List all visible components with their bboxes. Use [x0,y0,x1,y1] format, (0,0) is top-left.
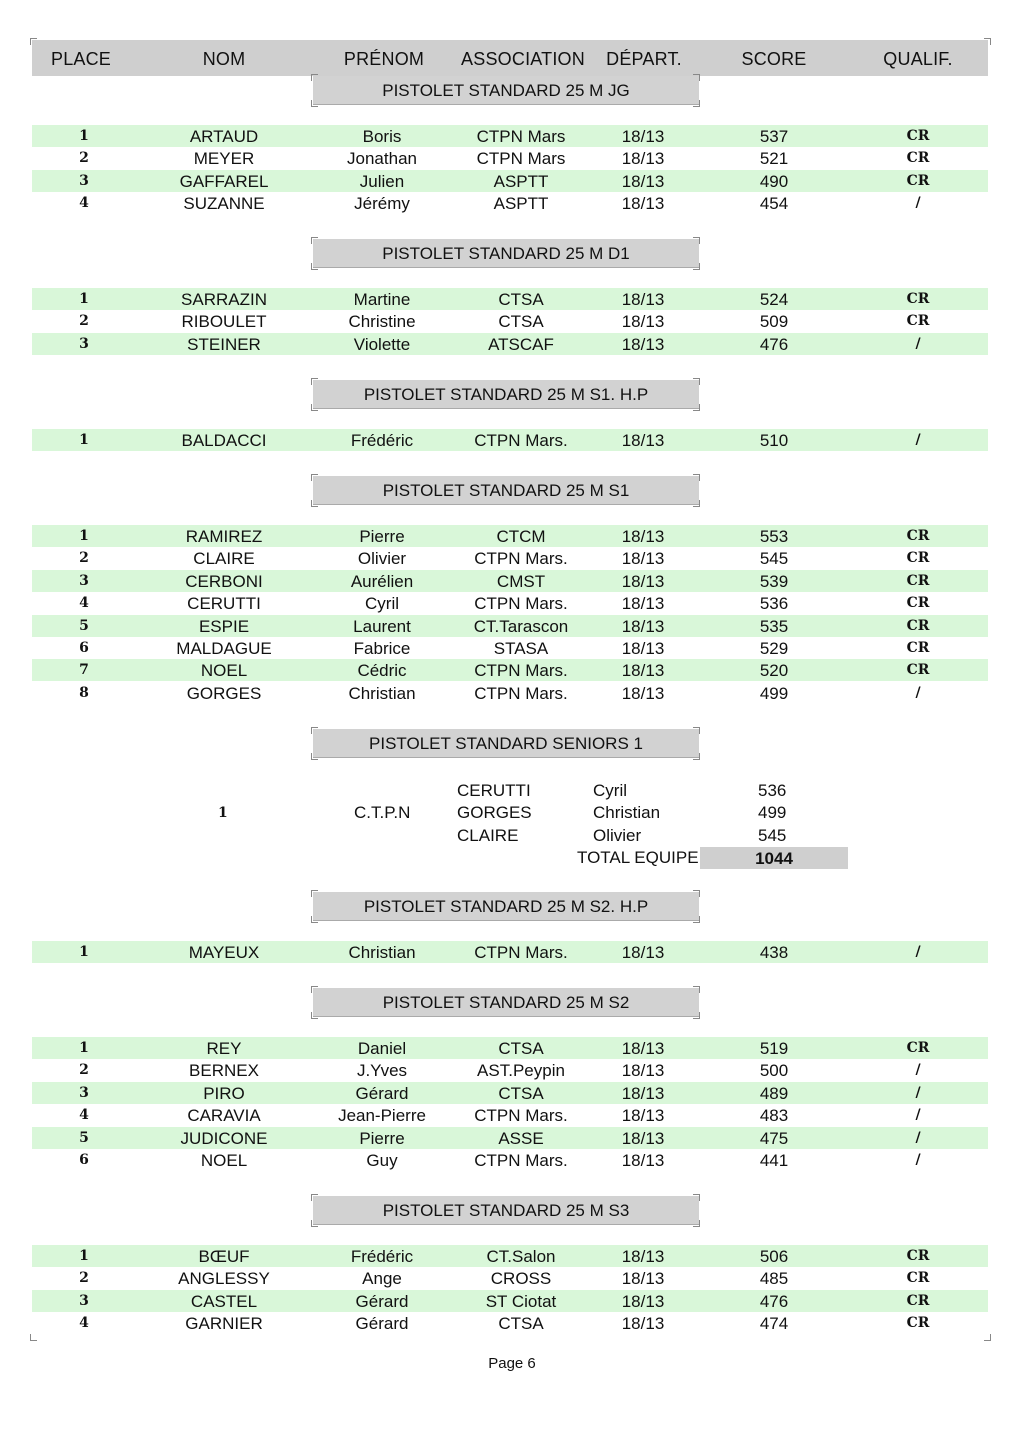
cell-qualif: / [915,684,921,701]
crop-mark [693,404,700,411]
crop-mark [311,474,318,481]
cell-prenom: J.Yves [356,1061,408,1081]
table-row [32,1082,988,1104]
cell-prenom: Pierre [359,527,405,546]
table-row [32,170,988,192]
cell-qualif: CR [906,128,930,144]
cell-association: CTPN Mars. [474,683,568,703]
cell-qualif: CR [906,1315,930,1332]
cell-prenom: Gérard [355,1291,409,1311]
crop-mark [693,1220,700,1227]
cell-nom: CERUTTI [187,594,261,614]
cell-score: 536 [759,594,789,614]
cell-association: CTSA [498,1083,544,1103]
table-row [32,941,988,963]
cell-qualif: / [915,1084,921,1101]
cell-depart: 18/13 [621,571,665,591]
section-title: PISTOLET STANDARD 25 M JG [313,76,699,105]
cell-score: 553 [759,527,789,546]
cell-depart: 18/13 [621,312,665,332]
cell-nom: GAFFAREL [179,171,269,191]
cell-nom: BŒUF [198,1247,250,1266]
cell-score: 454 [759,194,789,214]
team-member-prenom: Cyril [593,781,627,800]
cell-prenom: Violette [353,334,411,354]
team-total-label: TOTAL EQUIPE [577,848,699,867]
cell-place: 1 [79,944,89,960]
cell-place: 1 [79,528,89,544]
cell-association: CTSA [498,1039,544,1058]
cell-qualif: CR [906,528,930,544]
cell-association: CT.Tarascon [473,616,569,636]
team-club: C.T.P.N [354,803,411,822]
crop-mark [693,890,700,897]
cell-place: 1 [79,128,89,144]
cell-association: CTSA [498,312,544,332]
crop-mark [311,1012,318,1019]
cell-place: 1 [79,1040,89,1056]
cell-depart: 18/13 [621,171,665,191]
table-row [32,429,988,451]
cell-depart: 18/13 [621,127,665,146]
cell-association: CTPN Mars. [474,1151,568,1170]
cell-place: 4 [79,1315,89,1332]
crop-mark [693,1194,700,1201]
section-title: PISTOLET STANDARD 25 M S2 [313,988,699,1017]
cell-depart: 18/13 [621,639,665,658]
section-title: PISTOLET STANDARD SENIORS 1 [313,729,699,758]
team-member-prenom: Christian [593,803,661,823]
cell-nom: MALDAGUE [176,639,272,658]
cell-nom: GORGES [186,683,262,703]
cell-place: 2 [79,150,89,167]
cell-association: CTPN Mars. [474,1106,568,1126]
cell-place: 2 [79,1062,89,1079]
table-row [32,1312,988,1334]
cell-nom: CERBONI [185,571,263,591]
section-title: PISTOLET STANDARD 25 M S3 [313,1196,699,1225]
team-member-score: 499 [758,803,787,823]
section-title: PISTOLET STANDARD 25 M S2. H.P [313,892,699,921]
crop-mark [311,890,318,897]
cell-depart: 18/13 [621,1039,665,1058]
cell-depart: 18/13 [621,1106,665,1126]
team-member-prenom: Olivier [593,825,642,845]
cell-qualif: / [915,335,921,352]
cell-association: CTPN Mars [476,127,566,146]
cell-prenom: Guy [366,1151,398,1170]
cell-depart: 18/13 [621,1314,665,1334]
table-row [32,592,988,614]
cell-score: 539 [759,571,789,591]
table-row [32,333,988,355]
team-member-nom: GORGES [457,803,532,823]
header-prenom: PRÉNOM [343,49,425,69]
cell-nom: RAMIREZ [185,527,263,546]
header-place: PLACE [50,49,112,69]
cell-score: 483 [759,1106,789,1126]
cell-depart: 18/13 [621,1247,665,1266]
cell-nom: CLAIRE [193,549,255,569]
crop-mark [311,500,318,507]
section-title: PISTOLET STANDARD 25 M S1 [313,476,699,505]
cell-association: CTCM [496,527,546,546]
cell-qualif: CR [906,617,930,634]
cell-score: 475 [759,1128,789,1148]
cell-association: CTPN Mars. [474,594,568,614]
crop-mark [311,986,318,993]
cell-prenom: Aurélien [350,571,414,591]
cell-depart: 18/13 [621,616,665,636]
cell-prenom: Cyril [365,594,399,614]
cell-prenom: Frédéric [350,431,414,450]
cell-depart: 18/13 [621,661,665,681]
cell-association: CTPN Mars. [474,661,568,681]
cell-prenom: Jérémy [354,194,410,214]
crop-mark [693,500,700,507]
cell-depart: 18/13 [621,527,665,546]
cell-prenom: Jean-Pierre [338,1106,426,1126]
cell-nom: SARRAZIN [181,290,267,309]
crop-mark [984,1334,991,1341]
crop-mark [984,38,991,45]
cell-nom: CASTEL [190,1291,258,1311]
crop-mark [311,727,318,734]
cell-depart: 18/13 [621,1128,665,1148]
cell-prenom: Boris [362,127,402,146]
cell-place: 3 [79,572,89,589]
header-association: ASSOCIATION [461,49,585,69]
cell-association: ASSE [498,1128,544,1148]
cell-score: 524 [759,290,789,309]
cell-prenom: Pierre [359,1128,405,1148]
cell-nom: PIRO [203,1083,245,1103]
cell-depart: 18/13 [621,683,665,703]
table-row [32,147,988,169]
cell-association: CTSA [498,290,544,309]
cell-qualif: / [915,944,921,960]
crop-mark [311,404,318,411]
cell-place: 3 [79,1084,89,1101]
cell-qualif: / [915,195,921,212]
cell-score: 474 [759,1314,789,1334]
cell-place: 2 [79,1270,89,1287]
section-title: PISTOLET STANDARD 25 M D1 [313,239,699,268]
cell-prenom: Olivier [357,549,407,569]
table-header [32,40,988,76]
cell-score: 529 [759,639,789,658]
cell-prenom: Gérard [355,1083,409,1103]
cell-prenom: Daniel [357,1039,407,1058]
cell-place: 4 [79,595,89,612]
cell-association: CTPN Mars. [474,943,568,962]
table-row [32,288,988,310]
table-row [32,310,988,332]
cell-nom: RIBOULET [181,312,267,332]
crop-mark [693,74,700,81]
cell-nom: NOEL [200,661,248,681]
table-row [32,1127,988,1149]
cell-score: 510 [759,431,789,450]
table-row [32,525,988,547]
cell-depart: 18/13 [621,290,665,309]
cell-prenom: Ange [362,1269,402,1289]
header-score: SCORE [741,49,807,69]
cell-nom: JUDICONE [180,1128,268,1148]
cell-association: CTPN Mars. [474,431,568,450]
cell-place: 2 [79,550,89,567]
cell-nom: REY [206,1039,242,1058]
cell-place: 2 [79,313,89,330]
crop-mark [311,916,318,923]
cell-place: 1 [79,291,89,307]
cell-depart: 18/13 [621,334,665,354]
cell-nom: ARTAUD [189,127,259,146]
crop-mark [693,753,700,760]
page-number: Page 6 [488,1355,536,1372]
cell-nom: BERNEX [189,1061,259,1081]
cell-prenom: Laurent [353,616,411,636]
cell-qualif: CR [906,595,930,612]
cell-prenom: Frédéric [350,1247,414,1266]
crop-mark [693,263,700,270]
cell-score: 545 [759,549,789,569]
cell-nom: BALDACCI [181,431,267,450]
cell-nom: STEINER [187,334,261,354]
crop-mark [311,100,318,107]
table-row [32,1267,988,1289]
cell-association: CTSA [498,1314,544,1334]
cell-qualif: CR [906,572,930,589]
cell-qualif: CR [906,150,930,167]
team-total-value: 1044 [700,847,848,869]
crop-mark [693,916,700,923]
cell-qualif: CR [906,662,930,679]
table-row [32,1104,988,1126]
cell-score: 476 [759,1291,789,1311]
cell-score: 521 [759,149,789,169]
cell-nom: NOEL [200,1151,248,1170]
crop-mark [30,1334,37,1341]
cell-depart: 18/13 [621,1151,665,1170]
cell-score: 476 [759,334,789,354]
cell-qualif: / [915,1107,921,1124]
cell-association: CT.Salon [486,1247,556,1266]
cell-depart: 18/13 [621,943,665,962]
cell-score: 506 [759,1247,789,1266]
cell-association: ASPTT [493,194,549,214]
table-row [32,637,988,659]
cell-depart: 18/13 [621,431,665,450]
cell-score: 441 [759,1151,789,1170]
cell-place: 6 [79,1152,89,1168]
cell-qualif: / [915,1062,921,1079]
table-row [32,682,988,704]
cell-score: 519 [759,1039,789,1058]
cell-depart: 18/13 [621,1269,665,1289]
cell-place: 3 [79,172,89,189]
crop-mark [693,986,700,993]
cell-place: 3 [79,335,89,352]
cell-prenom: Christine [348,312,416,332]
cell-prenom: Cédric [357,661,407,681]
table-row [32,1290,988,1312]
team-member-score: 545 [758,825,787,845]
cell-qualif: CR [906,313,930,330]
cell-qualif: / [915,1129,921,1146]
table-row [32,1059,988,1081]
table-row [32,125,988,147]
crop-mark [311,237,318,244]
cell-prenom: Martine [353,290,411,309]
crop-mark [30,38,37,45]
cell-qualif: CR [906,1292,930,1309]
cell-place: 5 [79,617,89,634]
crop-mark [311,1220,318,1227]
table-row [32,1245,988,1267]
cell-association: ATSCAF [488,334,554,354]
cell-qualif: CR [906,172,930,189]
cell-score: 500 [759,1061,789,1081]
cell-qualif: CR [906,291,930,307]
cell-place: 3 [79,1292,89,1309]
crop-mark [693,237,700,244]
cell-score: 509 [759,312,789,332]
cell-score: 438 [759,943,789,962]
table-row [32,192,988,214]
cell-association: CMST [496,571,546,591]
cell-association: CTPN Mars. [474,549,568,569]
cell-qualif: CR [906,640,930,656]
cell-qualif: / [915,1152,921,1168]
cell-place: 4 [79,1107,89,1124]
crop-mark [311,753,318,760]
cell-prenom: Christian [348,943,416,962]
cell-place: 8 [79,684,89,701]
cell-score: 485 [759,1269,789,1289]
table-row [32,1037,988,1059]
cell-qualif: CR [906,1040,930,1056]
team-member-nom: CLAIRE [457,825,519,845]
table-row [32,659,988,681]
cell-association: ST Ciotat [485,1291,557,1311]
crop-mark [311,1194,318,1201]
cell-place: 6 [79,640,89,656]
cell-score: 520 [759,661,789,681]
section-title: PISTOLET STANDARD 25 M S1. H.P [313,380,699,409]
crop-mark [693,474,700,481]
cell-depart: 18/13 [621,1083,665,1103]
cell-prenom: Gérard [355,1314,409,1334]
cell-association: STASA [493,639,549,658]
cell-prenom: Christian [348,683,416,703]
cell-place: 1 [79,432,89,448]
cell-nom: GARNIER [185,1314,263,1334]
crop-mark [311,378,318,385]
cell-place: 5 [79,1129,89,1146]
cell-qualif: CR [906,550,930,567]
cell-place: 7 [79,662,89,679]
cell-nom: MAYEUX [188,943,260,962]
cell-score: 537 [759,127,789,146]
team-member-nom: CERUTTI [457,781,531,800]
cell-nom: CARAVIA [187,1106,261,1126]
table-row [32,570,988,592]
cell-place: 1 [79,1248,89,1264]
cell-nom: SUZANNE [183,194,265,214]
cell-place: 4 [79,195,89,212]
cell-score: 490 [759,171,789,191]
crop-mark [311,263,318,270]
cell-nom: ANGLESSY [178,1269,270,1289]
cell-qualif: / [915,432,921,448]
cell-depart: 18/13 [621,1061,665,1081]
cell-score: 535 [759,616,789,636]
cell-prenom: Fabrice [353,639,411,658]
table-row [32,1149,988,1171]
cell-association: CTPN Mars [476,149,566,169]
crop-mark [693,1012,700,1019]
table-row [32,615,988,637]
header-depart: DÉPART. [606,49,682,69]
crop-mark [693,100,700,107]
cell-association: CROSS [490,1269,552,1289]
crop-mark [311,74,318,81]
crop-mark [693,727,700,734]
team-member-score: 536 [758,781,787,800]
cell-depart: 18/13 [621,594,665,614]
crop-mark [693,378,700,385]
cell-score: 489 [759,1083,789,1103]
cell-depart: 18/13 [621,1291,665,1311]
cell-association: ASPTT [493,171,549,191]
cell-prenom: Jonathan [347,149,417,169]
cell-nom: ESPIE [198,616,250,636]
header-qualif: QUALIF. [883,49,953,69]
cell-qualif: CR [906,1270,930,1287]
cell-depart: 18/13 [621,149,665,169]
team-place: 1 [218,805,228,821]
table-row [32,547,988,569]
cell-association: AST.Peypin [477,1061,565,1081]
cell-score: 499 [759,683,789,703]
cell-nom: MEYER [193,149,255,169]
cell-depart: 18/13 [621,194,665,214]
cell-prenom: Julien [359,171,405,191]
cell-qualif: CR [906,1248,930,1264]
header-nom: NOM [202,49,246,69]
cell-depart: 18/13 [621,549,665,569]
